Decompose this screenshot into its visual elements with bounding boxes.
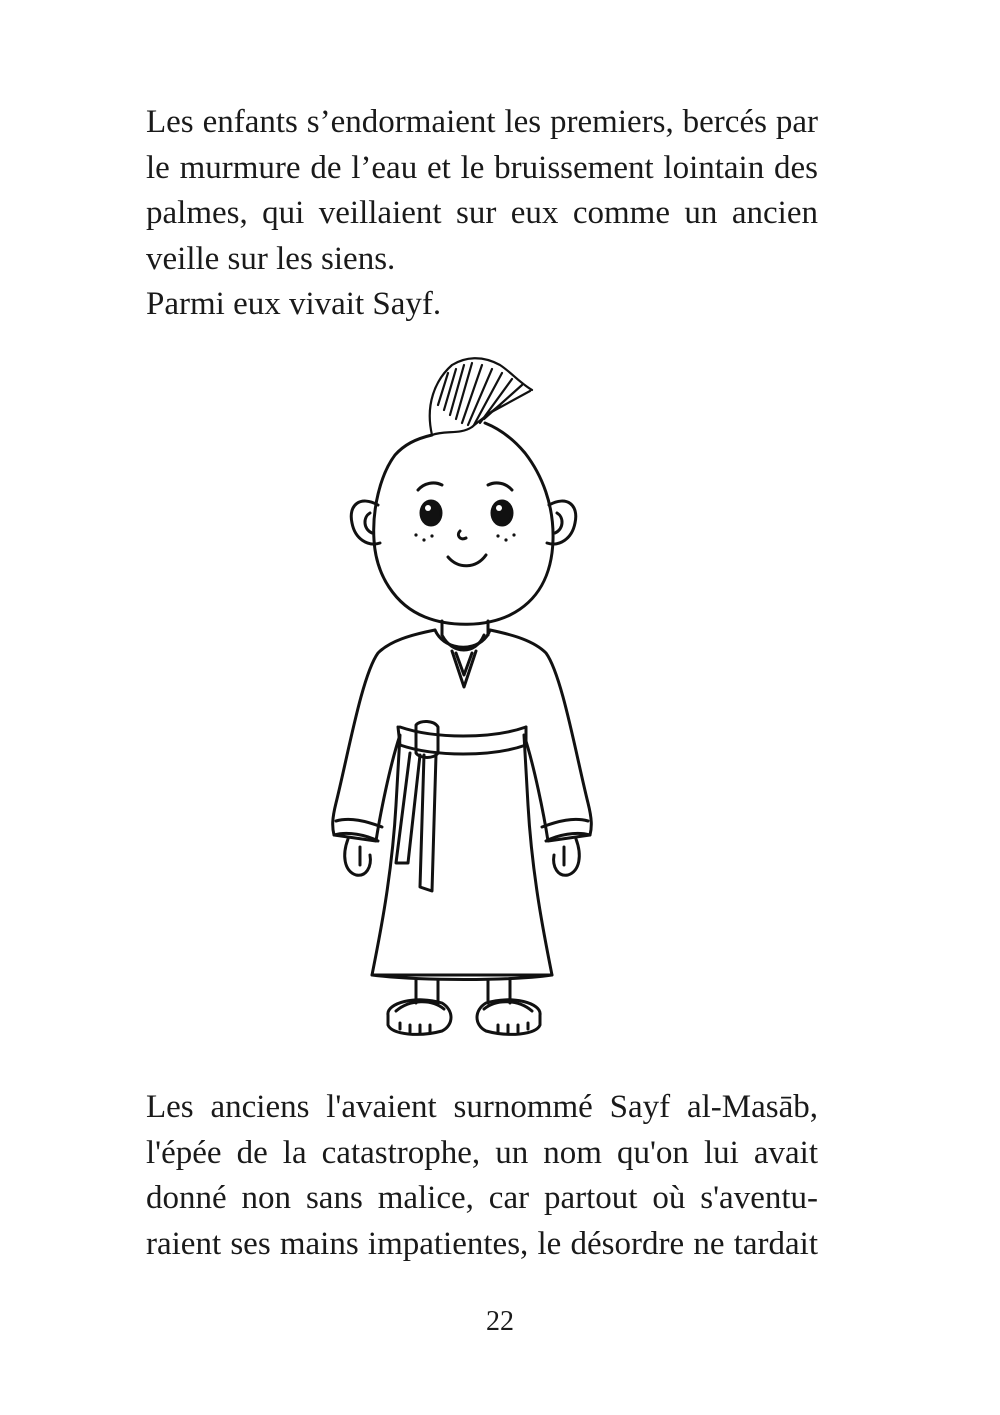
paragraph-1 [146,100,818,328]
head-outline [374,423,553,624]
paragraph-line: Parmi eux vivait Sayf. [146,286,442,322]
paragraph-line: donné non sans malice, car partout où s'aventu- [146,1180,818,1216]
paragraph-line: palmes, qui veillaient sur eux comme un ancien [146,195,818,231]
paragraph-line: Les enfants s’endormaient les premiers, bercés par [146,104,818,140]
paragraph-2 [146,1085,818,1267]
paragraph-line: Les anciens l'avaient surnommé Sayf al-Masāb, [146,1089,818,1125]
paragraph-line: veille sur les siens. [146,240,396,277]
paragraph-line: raient ses mains impatientes, le désordre ne tardait [146,1225,818,1262]
paragraph-line: l'épée de la catastrophe, un nom qu'on lui avait [146,1134,818,1171]
boy-in-tunic-illustration [220,335,700,1065]
page-number: 22 [486,1306,514,1337]
paragraph-line: le murmure de l’eau et le bruissement lointain des [146,149,818,186]
hair-tuft-icon [430,358,532,435]
